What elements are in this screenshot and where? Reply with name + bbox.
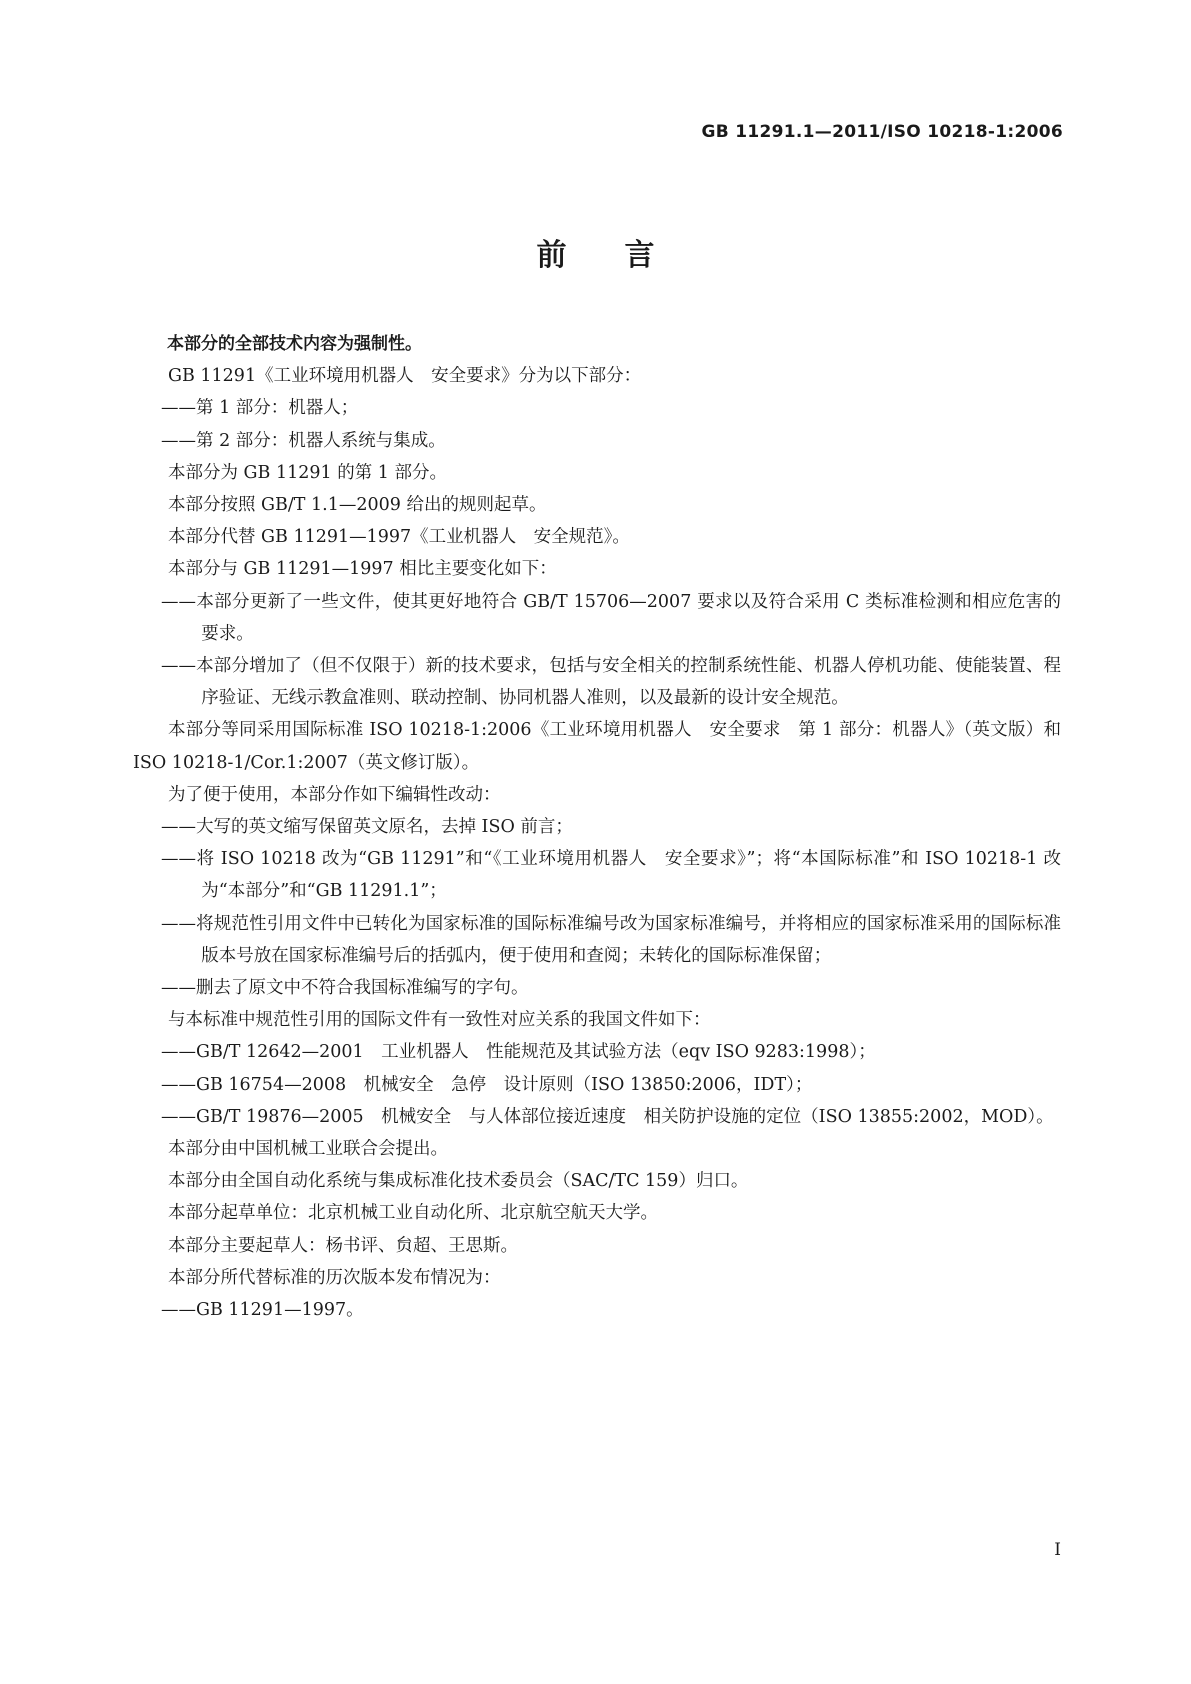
dash-item: ——删去了原文中不符合我国标准编写的字句。: [161, 978, 529, 999]
dash-item: ——GB 11291—1997。: [161, 1300, 364, 1321]
page-number: I: [1054, 1540, 1061, 1560]
paragraph: 为了便于使用，本部分作如下编辑性改动：: [168, 784, 501, 805]
foreword-body: [133, 328, 1061, 1326]
paragraph: 本部分由中国机械工业联合会提出。: [168, 1139, 448, 1160]
mandatory-statement: 本部分的全部技术内容为强制性。: [167, 334, 422, 354]
paragraph: 本部分主要起草人：杨书评、贠超、王思斯。: [168, 1235, 518, 1256]
dash-item: ——将规范性引用文件中已转化为国家标准的国际标准编号改为国家标准编号，并将相应的国家标准采用的国际标准版本号放在国家标准编号后的括弧内，便于使用和查阅；未转化的国际标准保留；: [161, 913, 1061, 966]
standard-code-header: GB 11291.1—2011/ISO 10218-1:2006: [701, 122, 1063, 142]
paragraph: 本部分起草单位：北京机械工业自动化所、北京航空航天大学。: [168, 1203, 658, 1224]
dash-item: ——第 1 部分：机器人；: [161, 398, 359, 419]
dash-item: ——第 2 部分：机器人系统与集成。: [161, 430, 446, 451]
paragraph: 本部分所代替标准的历次版本发布情况为：: [168, 1267, 501, 1288]
dash-item: ——本部分更新了一些文件，使其更好地符合 GB/T 15706—2007 要求以及符合采用 C 类标准检测和相应危害的要求。: [161, 591, 1061, 644]
paragraph: 本部分等同采用国际标准 ISO 10218-1:2006《工业环境用机器人 安全要求 第 1 部分：机器人》（英文版）和 ISO 10218-1/Cor.1:2007（英文修订版）。: [133, 720, 1061, 773]
dash-item: ——GB/T 12642—2001 工业机器人 性能规范及其试验方法（eqv ISO 9283:1998）；: [161, 1042, 876, 1063]
dash-item: ——大写的英文缩写保留英文原名，去掉 ISO 前言；: [161, 817, 573, 838]
page-title: 前言: [536, 238, 713, 273]
dash-item: ——GB/T 19876—2005 机械安全 与人体部位接近速度 相关防护设施的定位（ISO 13855:2002，MOD）。: [161, 1106, 1054, 1127]
paragraph: 本部分由全国自动化系统与集成标准化技术委员会（SAC/TC 159）归口。: [168, 1171, 749, 1192]
paragraph: 与本标准中规范性引用的国际文件有一致性对应关系的我国文件如下：: [168, 1010, 711, 1031]
paragraph: 本部分与 GB 11291—1997 相比主要变化如下：: [168, 559, 557, 580]
paragraph: GB 11291《工业环境用机器人 安全要求》分为以下部分：: [168, 366, 642, 387]
paragraph: 本部分为 GB 11291 的第 1 部分。: [168, 462, 447, 483]
paragraph: 本部分代替 GB 11291—1997《工业机器人 安全规范》。: [168, 527, 630, 548]
dash-item: ——将 ISO 10218 改为“GB 11291”和“《工业环境用机器人 安全要求》”；将“本国际标准”和 ISO 10218-1 改为“本部分”和“GB 11291.1”；: [161, 849, 1061, 902]
paragraph: 本部分按照 GB/T 1.1—2009 给出的规则起草。: [168, 495, 547, 516]
dash-item: ——本部分增加了（但不仅限于）新的技术要求，包括与安全相关的控制系统性能、机器人停机功能、使能装置、程序验证、无线示教盒准则、联动控制、协同机器人准则，以及最新的设计安全规范。: [161, 656, 1061, 709]
dash-item: ——GB 16754—2008 机械安全 急停 设计原则（ISO 13850:2006，IDT）；: [161, 1074, 813, 1095]
